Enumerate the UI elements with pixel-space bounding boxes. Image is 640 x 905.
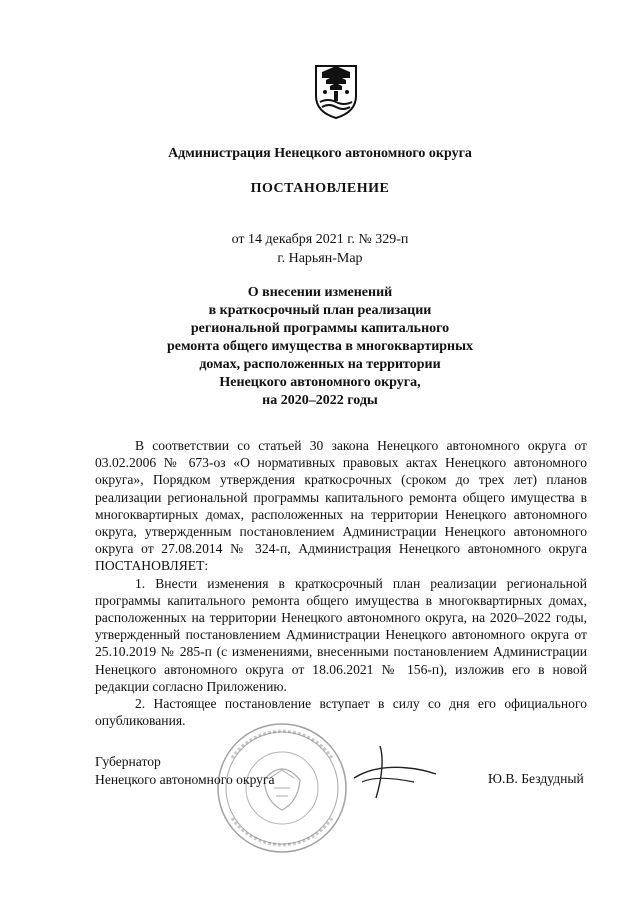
handwritten-signature-icon <box>350 738 440 808</box>
document-type: ПОСТАНОВЛЕНИЕ <box>250 181 390 196</box>
organization-name: Администрация Ненецкого автономного округа <box>168 146 472 161</box>
title-line: домах, расположенных на территории <box>199 357 441 372</box>
title-line: в краткосрочный план реализации <box>208 303 432 318</box>
signatory-position <box>95 753 275 789</box>
title-line: ремонта общего имущества в многоквартирных <box>166 339 474 354</box>
title-line: Ненецкого автономного округа, <box>219 375 421 390</box>
document-body <box>95 437 587 729</box>
title-line: региональной программы капитального <box>190 321 450 336</box>
item-2-paragraph: 2. Настоящее постановление вступает в силу со дня его официального опубликования. <box>95 696 587 729</box>
document-date-number: от 14 декабря 2021 г. № 329-п <box>231 232 409 247</box>
title-line: О внесении изменений <box>247 285 393 300</box>
document-place: г. Нарьян-Мар <box>277 251 363 266</box>
title-line: на 2020–2022 годы <box>262 393 378 408</box>
position-line: Ненецкого автономного округа <box>95 772 275 787</box>
preamble-paragraph: В соответствии со статьей 30 закона Ненецкого автономного округа от 03.02.2006 № 673-оз «О нормативных правовых актах Ненецкого автономного округа», Порядком утверждения краткосрочных (сроком до трех лет) планов реализации региональной программы капитального ремонта общего имущества в многоквартирных домах, расположенных на территории Ненецкого автономного округа, утвержденным постановлением Администрации Ненецкого автономного округа от 27.08.2014 № 324-п, Администрация Ненецкого автономного округа ПОСТАНОВЛЯЕТ: <box>95 438 587 574</box>
document-title <box>0 284 640 410</box>
nao-coat-of-arms-icon <box>312 62 360 120</box>
signatory-name: Ю.В. Бездудный <box>488 771 584 786</box>
item-1-paragraph: 1. Внести изменения в краткосрочный план реализации региональной программы капитального ремонта общего имущества в многоквартирных домах, расположенных на территории Ненецкого автономного округа, на 2020–2022 годы, утвержденный постановлением Администрации Ненецкого автономного округа от 25.10.2019 № 285-п (с изменениями, внесенными постановлением Администрации Ненецкого автономного округа от 18.06.2021 № 156-п), изложив его в новой редакции согласно Приложению. <box>95 575 587 694</box>
position-line: Губернатор <box>95 754 161 769</box>
